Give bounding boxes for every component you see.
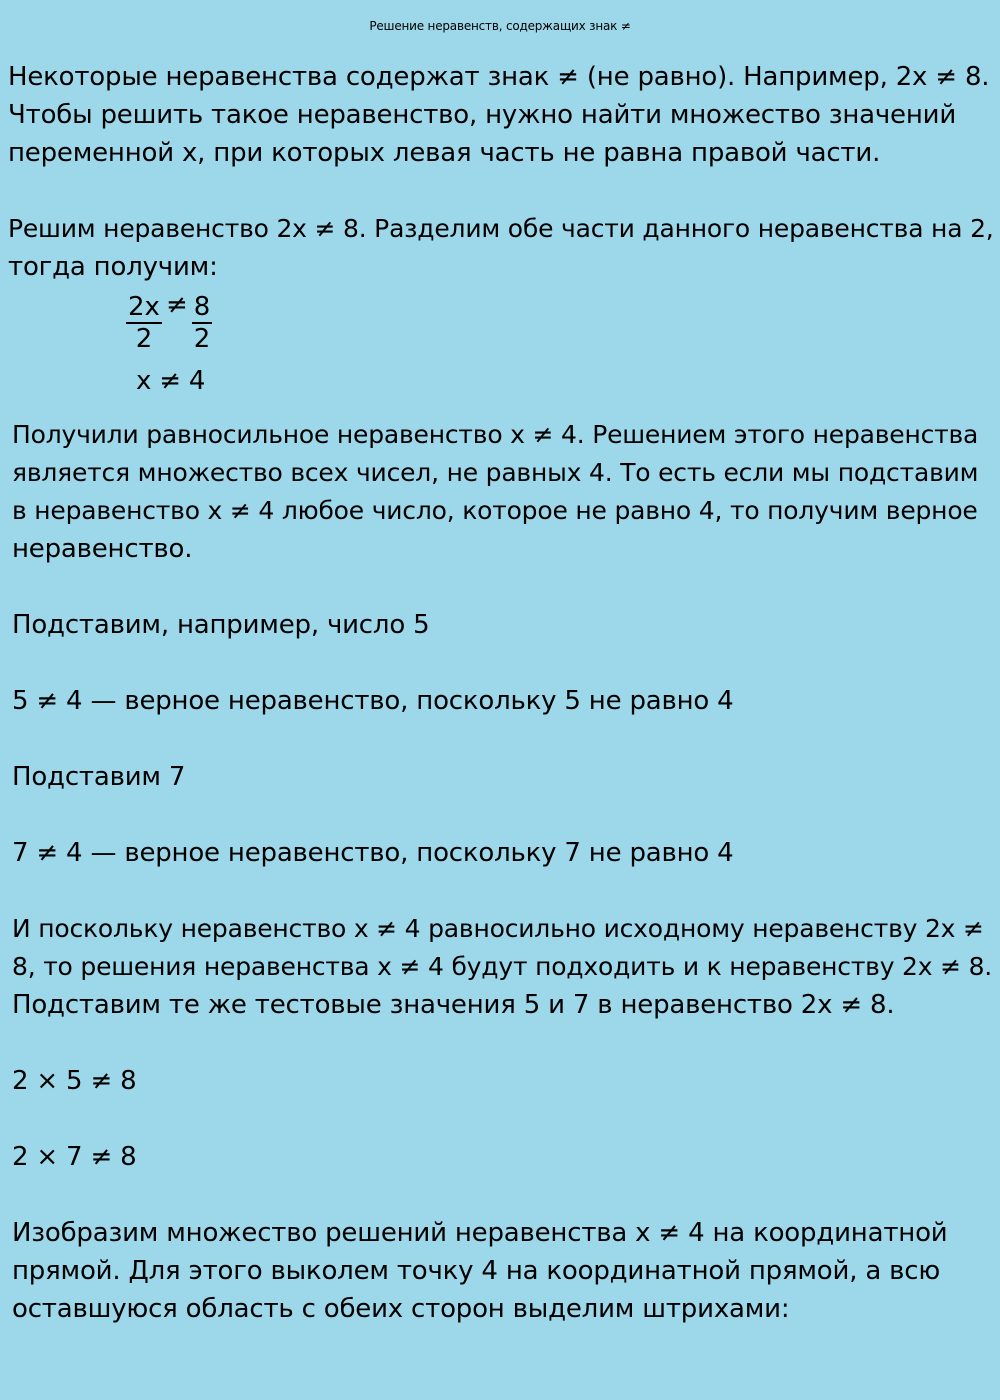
left-numerator: 2x <box>128 292 160 322</box>
substitute-5: Подставим, например, число 5 <box>12 610 430 640</box>
number-line-line-3: оставшуюся область с обеих сторон выделим штрихами: <box>12 1294 790 1324</box>
result-line-1: Получили равносильное неравенство x ≠ 4. Решением этого неравенства <box>12 420 979 449</box>
result-line-2: является множество всех чисел, не равных 4. То есть если мы подставим <box>12 458 979 487</box>
right-numerator: 8 <box>193 292 211 322</box>
not-equal-sign: ≠ <box>165 290 188 320</box>
test-7: 2 × 7 ≠ 8 <box>12 1142 137 1172</box>
left-denominator: 2 <box>135 324 153 354</box>
right-fraction <box>192 292 213 354</box>
left-fraction <box>126 292 162 354</box>
solve-line-1: Решим неравенство 2x ≠ 8. Разделим обе части данного неравенства на 2, <box>8 214 994 243</box>
check-7: 7 ≠ 4 — верное неравенство, поскольку 7 не равно 4 <box>12 838 734 868</box>
page-title: Решение неравенств, содержащих знак ≠ <box>369 19 631 33</box>
fraction-equation <box>126 290 212 356</box>
intro-line-1: Некоторые неравенства содержат знак ≠ (не равно). Например, 2x ≠ 8. <box>8 62 990 92</box>
solve-result: x ≠ 4 <box>136 366 206 396</box>
equivalence-line-1: И поскольку неравенство x ≠ 4 равносильно исходному неравенству 2x ≠ <box>12 914 984 943</box>
number-line-line-1: Изобразим множество решений неравенства x ≠ 4 на координатной <box>12 1218 948 1248</box>
result-line-3: в неравенство x ≠ 4 любое число, которое не равно 4, то получим верное <box>12 496 978 525</box>
equivalence-line-2: 8, то решения неравенства x ≠ 4 будут подходить и к неравенству 2x ≠ 8. <box>12 952 993 981</box>
number-line-line-2: прямой. Для этого выколем точку 4 на координатной прямой, а всю <box>12 1256 941 1286</box>
right-denominator: 2 <box>193 324 211 354</box>
result-line-4: неравенство. <box>12 534 193 564</box>
equivalence-line-3: Подставим те же тестовые значения 5 и 7 в неравенство 2x ≠ 8. <box>12 990 895 1020</box>
check-5: 5 ≠ 4 — верное неравенство, поскольку 5 не равно 4 <box>12 686 734 716</box>
intro-line-3: переменной x, при которых левая часть не равна правой части. <box>8 138 881 168</box>
substitute-7: Подставим 7 <box>12 762 186 792</box>
solve-line-2: тогда получим: <box>8 252 218 282</box>
test-5: 2 × 5 ≠ 8 <box>12 1066 137 1096</box>
intro-line-2: Чтобы решить такое неравенство, нужно найти множество значений <box>8 100 957 130</box>
